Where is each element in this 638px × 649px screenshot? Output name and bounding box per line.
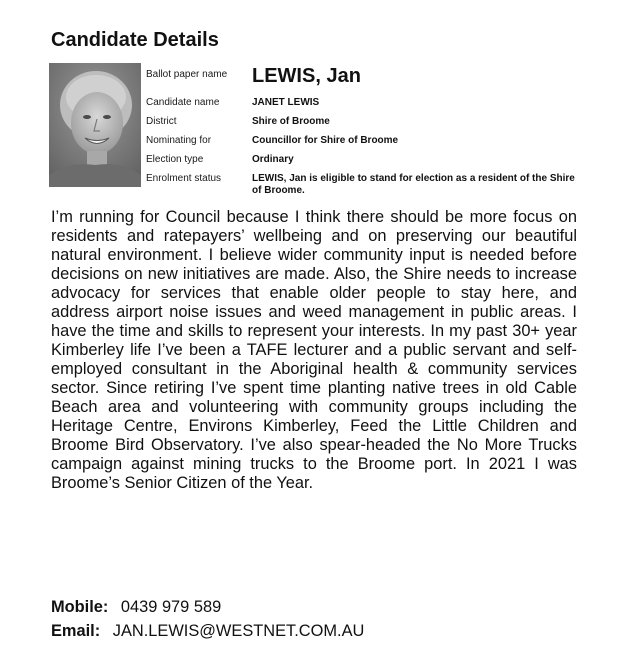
detail-label: Candidate name — [146, 97, 220, 108]
detail-row-nominating-for — [146, 135, 586, 154]
detail-label: Election type — [146, 154, 204, 165]
detail-label: District — [146, 116, 177, 127]
detail-label: Enrolment status — [146, 173, 222, 184]
candidate-photo — [49, 63, 141, 187]
detail-row-enrolment-status — [146, 173, 586, 197]
contact-email — [51, 621, 364, 641]
detail-row-district — [146, 116, 586, 135]
detail-row-ballot-name — [146, 63, 586, 89]
detail-label: Ballot paper name — [146, 69, 228, 80]
detail-row-candidate-name — [146, 89, 586, 116]
detail-row-election-type — [146, 154, 586, 173]
mobile-number: 0439 979 589 — [120, 598, 222, 616]
page-title: Candidate Details — [51, 29, 219, 51]
candidate-statement: I’m running for Council because I think there should be more focus on residents and ratepayers’ wellbeing and on preserving our beautiful natural environment. I believe wider community input is needed before decisions on new initiatives are made. Also, the Shire needs to increase advocacy for services that enable older people to stay here, and address airport noise issues and weed management in public areas. I have the time and skills to represent your interests. In my past 30+ year Kimberley life I’ve been a TAFE lecturer and a public servant and self-employed consultant in the Aboriginal health & community services sector. Since retiring I’ve spent time planting native trees in old Cable Beach area and volunteering with community groups including the Heritage Centre, Environs Kimberley, Feed the Little Children and Broome Bird Observatory. I’ve also spear-headed the No More Trucks campaign against mining trucks to the Broome port. In 2021 I was Broome’s Senior Citizen of the Year. — [51, 208, 577, 492]
detail-value: JANET LEWIS — [252, 97, 320, 108]
detail-value: Councillor for Shire of Broome — [252, 135, 399, 146]
mobile-label: Mobile: — [51, 598, 109, 616]
ballot-paper-name: LEWIS, Jan — [252, 65, 361, 87]
email-label: Email: — [51, 622, 101, 640]
detail-value: Shire of Broome — [252, 116, 330, 127]
detail-value: LEWIS, Jan is eligible to stand for election as a resident of the Shire of Broome. — [252, 173, 575, 196]
detail-label: Nominating for — [146, 135, 212, 146]
detail-value: Ordinary — [252, 154, 294, 165]
contact-mobile — [51, 597, 221, 617]
email-address: JAN.LEWIS@WESTNET.COM.AU — [112, 622, 365, 640]
candidate-details-table — [146, 63, 586, 197]
